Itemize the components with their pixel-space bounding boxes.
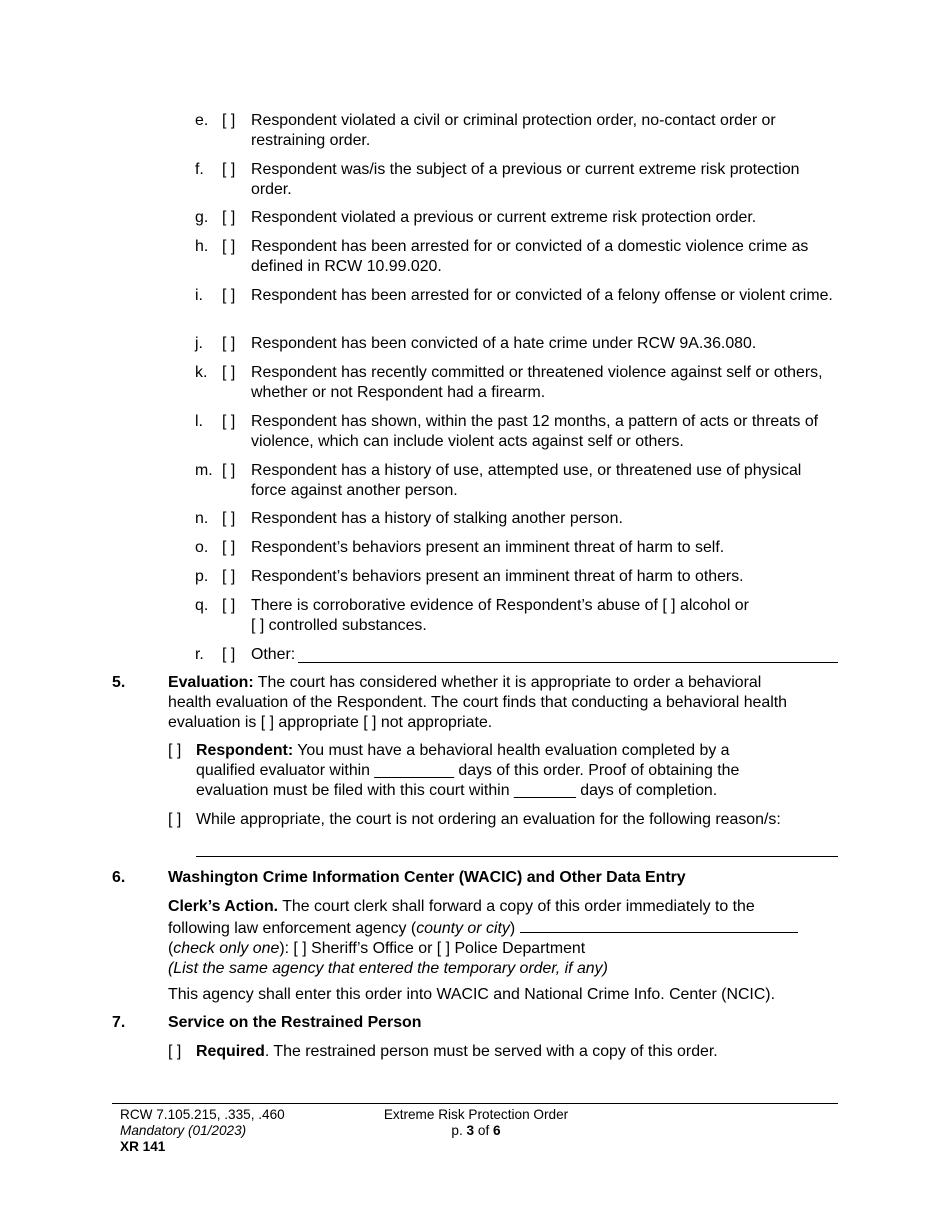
- finding-text: Respondent has shown, within the past 12 months, a pattern of acts or threats of violence, which can include violent acts against self or others.: [251, 413, 819, 450]
- required-label: Required: [196, 1043, 265, 1060]
- finding-item: [195, 363, 835, 403]
- clerks-action: [168, 897, 838, 979]
- finding-item: [195, 509, 835, 529]
- section-6-title: Washington Crime Information Center (WACIC) and Other Data Entry: [168, 869, 686, 886]
- finding-item: [195, 160, 835, 200]
- clerk-label: Clerk’s Action.: [168, 898, 279, 915]
- item-letter: g.: [195, 209, 209, 226]
- item-letter: n.: [195, 510, 209, 527]
- wacic-entry-text: This agency shall enter this order into WACIC and National Crime Info. Center (NCIC).: [168, 986, 776, 1003]
- checkbox[interactable]: [ ]: [222, 335, 236, 352]
- checkbox[interactable]: [ ]: [168, 742, 182, 759]
- item-letter: r.: [195, 646, 204, 663]
- item-letter: e.: [195, 112, 209, 129]
- finding-item: [195, 567, 835, 587]
- footer-rcw: RCW 7.105.215, .335, .460: [120, 1107, 285, 1122]
- respondent-evaluation-option: [168, 741, 838, 801]
- finding-item: [195, 286, 835, 306]
- item-letter: l.: [195, 413, 203, 430]
- finding-text: Respondent has been arrested for or convicted of a domestic violence crime as defined in RCW 10.99.020.: [251, 238, 809, 275]
- checkbox[interactable]: [ ]: [222, 646, 236, 663]
- item-letter: h.: [195, 238, 209, 255]
- item-letter: o.: [195, 539, 209, 556]
- finding-item: [195, 111, 835, 151]
- finding-item: [195, 412, 835, 452]
- checkbox[interactable]: [ ]: [222, 209, 236, 226]
- finding-text: Respondent’s behaviors present an imminent threat of harm to self.: [251, 539, 725, 556]
- finding-item: [195, 461, 835, 501]
- not-ordering-text: While appropriate, the court is not ordering an evaluation for the following reason/s:: [196, 811, 781, 828]
- finding-text: Respondent has recently committed or threatened violence against self or others, whether or not Respondent had a firearm.: [251, 364, 823, 401]
- item-letter: j.: [195, 335, 203, 352]
- required-text: . The restrained person must be served with a copy of this order.: [264, 1043, 718, 1060]
- footer-divider: [112, 1103, 838, 1104]
- check-open: (: [168, 940, 174, 957]
- section-7-number: 7.: [112, 1014, 126, 1031]
- checkbox[interactable]: [ ]: [222, 161, 236, 178]
- check-only-one: check only one: [173, 940, 280, 957]
- page-total: 6: [493, 1123, 501, 1138]
- finding-text: Respondent has been convicted of a hate crime under RCW 9A.36.080.: [251, 335, 757, 352]
- page-number: 3: [466, 1123, 475, 1138]
- finding-item: [195, 237, 835, 277]
- finding-text: Respondent violated a civil or criminal protection order, no-contact order or restraining order.: [251, 112, 776, 149]
- footer-form-number: XR 141: [120, 1139, 166, 1154]
- item-letter: q.: [195, 597, 209, 614]
- checkbox[interactable]: [ ]: [222, 413, 236, 430]
- finding-q-line1: There is corroborative evidence of Respondent’s abuse of [ ] alcohol or: [251, 597, 749, 614]
- respondent-label: Respondent:: [196, 742, 294, 759]
- finding-text: Respondent was/is the subject of a previous or current extreme risk protection order.: [251, 161, 800, 198]
- item-letter: i.: [195, 287, 203, 304]
- agency-post: ): [509, 920, 516, 937]
- checkbox[interactable]: [ ]: [222, 510, 236, 527]
- section-5-line2: health evaluation of the Respondent. The court finds that conducting a behavioral health: [168, 694, 787, 711]
- checkbox[interactable]: [ ]: [222, 597, 236, 614]
- section-6-number: 6.: [112, 869, 126, 886]
- item-letter: m.: [195, 462, 213, 479]
- footer-title: Extreme Risk Protection Order: [383, 1107, 569, 1122]
- finding-text: Respondent’s behaviors present an imminent threat of harm to others.: [251, 568, 744, 585]
- finding-item: [195, 334, 835, 354]
- agency-italic: county or city: [416, 920, 510, 937]
- agency-pre: following law enforcement agency (: [168, 920, 417, 937]
- finding-text: Respondent has a history of use, attempted use, or threatened use of physical force against another person.: [251, 462, 802, 499]
- check-options: ): [ ] Sheriff’s Office or [ ] Police Department: [279, 940, 586, 957]
- section-5-number: 5.: [112, 674, 126, 691]
- checkbox[interactable]: [ ]: [168, 811, 182, 828]
- finding-text: Respondent has a history of stalking another person.: [251, 510, 623, 527]
- checkbox[interactable]: [ ]: [222, 539, 236, 556]
- other-input-line[interactable]: [298, 662, 838, 663]
- section-5-title: Evaluation:: [168, 674, 254, 691]
- list-note: (List the same agency that entered the temporary order, if any): [168, 960, 608, 977]
- section-5-evaluation: [168, 673, 838, 733]
- reason-input-line[interactable]: [196, 856, 838, 857]
- footer-page: p. 3 of 6: [451, 1123, 501, 1138]
- respondent-line2: qualified evaluator within _________ days of this order. Proof of obtaining the: [196, 762, 740, 779]
- respondent-line1: You must have a behavioral health evaluation completed by a: [293, 742, 730, 759]
- checkbox[interactable]: [ ]: [222, 568, 236, 585]
- finding-text: Respondent has been arrested for or convicted of a felony offense or violent crime.: [251, 287, 833, 304]
- finding-q: [195, 596, 835, 636]
- footer-left: [120, 1107, 285, 1155]
- item-letter: k.: [195, 364, 208, 381]
- section-5-line3: evaluation is [ ] appropriate [ ] not appropriate.: [168, 714, 493, 731]
- item-letter: f.: [195, 161, 204, 178]
- finding-item: [195, 208, 835, 228]
- clerk-line1: The court clerk shall forward a copy of this order immediately to the: [278, 898, 755, 915]
- finding-item: [195, 538, 835, 558]
- checkbox[interactable]: [ ]: [222, 112, 236, 129]
- footer-mandatory: Mandatory (01/2023): [120, 1123, 247, 1138]
- checkbox[interactable]: [ ]: [222, 364, 236, 381]
- respondent-line3: evaluation must be filed with this court within _______ days of completion.: [196, 782, 718, 799]
- footer-center: [381, 1107, 571, 1139]
- not-ordering-option: [168, 810, 838, 830]
- service-required-option: [168, 1042, 838, 1062]
- checkbox[interactable]: [ ]: [222, 287, 236, 304]
- section-5-line1: The court has considered whether it is appropriate to order a behavioral: [253, 674, 762, 691]
- item-letter: p.: [195, 568, 209, 585]
- checkbox[interactable]: [ ]: [222, 462, 236, 479]
- checkbox[interactable]: [ ]: [222, 238, 236, 255]
- other-label: Other:: [251, 646, 296, 663]
- section-7-title: Service on the Restrained Person: [168, 1014, 422, 1031]
- finding-q-line2: [ ] controlled substances.: [251, 617, 427, 634]
- agency-input-line[interactable]: [520, 917, 798, 933]
- finding-text: Respondent violated a previous or current extreme risk protection order.: [251, 209, 757, 226]
- checkbox[interactable]: [ ]: [168, 1043, 182, 1060]
